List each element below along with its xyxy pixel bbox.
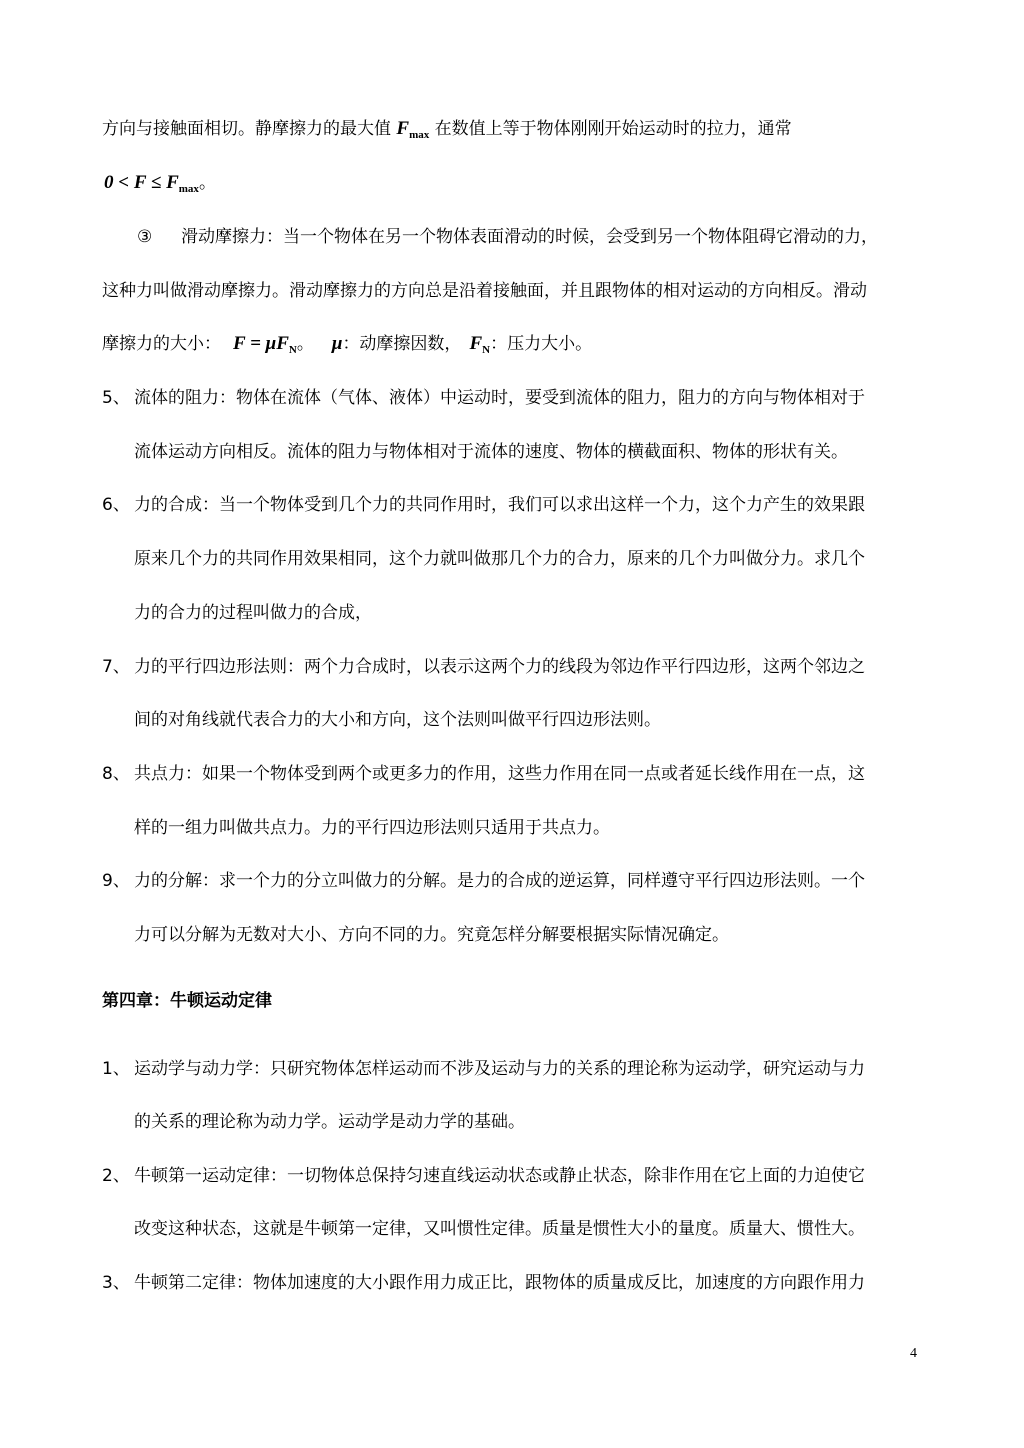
formula-friction: [233, 333, 297, 354]
list-item-continuation: [134, 1111, 525, 1133]
symbol-fn: [469, 333, 490, 354]
formula-inequality: [104, 172, 199, 193]
text-segment: 。: [296, 334, 314, 354]
item-text: 力的合成：当一个物体受到几个力的共同作用时，我们可以求出这样一个力，这个力产生的效果跟: [134, 495, 865, 515]
item-text: 样的一组力叫做共点力。力的平行四边形法则只适用于共点力。: [134, 818, 610, 838]
list-item-continuation: [134, 1218, 865, 1240]
list-item: [102, 1272, 865, 1294]
chapter-heading: 第四章：牛顿运动定律: [102, 991, 272, 1011]
text-segment: ：动摩擦因数，: [342, 334, 462, 354]
formula-subscript: max: [178, 183, 199, 195]
formula-symbol: F: [469, 333, 483, 354]
circled-number: ③: [137, 227, 153, 247]
formula-subscript: N: [482, 344, 491, 356]
formula-fmax: [396, 118, 429, 139]
item-text: 流体的阻力：物体在流体（气体、液体）中运动时，要受到流体的阻力，阻力的方向与物体相对于: [134, 388, 865, 408]
item-text: 力的合力的过程叫做力的合成，: [134, 603, 372, 623]
list-item: [102, 1058, 865, 1080]
item-number: 8、: [102, 764, 130, 784]
item-number: 2、: [102, 1166, 130, 1186]
item-text: 力的分解：求一个力的分立叫做力的分解。是力的合成的逆运算，同样遵守平行四边形法则。一个: [134, 871, 865, 891]
formula-expression: F = μF: [233, 333, 289, 354]
list-item-continuation: [134, 924, 729, 946]
item-text: 力可以分解为无数对大小、方向不同的力。究竟怎样分解要根据实际情况确定。: [134, 925, 729, 945]
item-number: 6、: [102, 495, 130, 515]
item-number: 9、: [102, 871, 130, 891]
list-item: [102, 1165, 865, 1187]
text-line: [102, 118, 792, 140]
formula-symbol: F: [396, 118, 410, 139]
formula-expression: 0 < F ≤ F: [104, 172, 179, 193]
formula-line: [104, 172, 216, 194]
text-segment: 在数值上等于物体刚刚开始运动时的拉力，通常: [429, 119, 792, 139]
item-text: 原来几个力的共同作用效果相同，这个力就叫做那几个力的合力，原来的几个力叫做分力。求几个: [134, 549, 865, 569]
item-number: 5、: [102, 388, 130, 408]
list-item-continuation: [134, 441, 848, 463]
item-number: 1、: [102, 1059, 130, 1079]
text-line: [102, 333, 592, 355]
formula-subscript: N: [288, 344, 297, 356]
item-text: 力的平行四边形法则：两个力合成时，以表示这两个力的线段为邻边作平行四边形，这两个邻边之: [134, 657, 865, 677]
list-item-continuation: [134, 548, 865, 570]
list-item: [102, 494, 865, 516]
list-item-continuation: [134, 817, 610, 839]
text-segment: 滑动摩擦力：当一个物体在另一个物体表面滑动的时候，会受到另一个物体阻碍它滑动的力，: [181, 227, 878, 247]
item-text: 共点力：如果一个物体受到两个或更多力的作用，这些力作用在同一点或者延长线作用在一点，这: [134, 764, 865, 784]
list-item: [102, 763, 865, 785]
formula-subscript: max: [409, 129, 430, 141]
item-text: 的关系的理论称为动力学。运动学是动力学的基础。: [134, 1112, 525, 1132]
page-number: 4: [910, 1346, 917, 1361]
item-text: 牛顿第二定律：物体加速度的大小跟作用力成正比，跟物体的质量成反比，加速度的方向跟作用力: [134, 1273, 865, 1293]
list-item-continuation: [134, 709, 661, 731]
text-segment: 。: [198, 173, 216, 193]
text-segment: 方向与接触面相切。静摩擦力的最大值: [102, 119, 397, 139]
text-segment: 摩擦力的大小：: [102, 334, 221, 354]
text-line: [137, 226, 878, 248]
item-text: 牛顿第一运动定律：一切物体总保持匀速直线运动状态或静止状态，除非作用在它上面的力迫使它: [134, 1166, 865, 1186]
item-text: 间的对角线就代表合力的大小和方向，这个法则叫做平行四边形法则。: [134, 710, 661, 730]
list-item-continuation: [134, 602, 372, 624]
item-text: 改变这种状态，这就是牛顿第一定律，又叫惯性定律。质量是惯性大小的量度。质量大、惯性大。: [134, 1219, 865, 1239]
text-segment: 这种力叫做滑动摩擦力。滑动摩擦力的方向总是沿着接触面，并且跟物体的相对运动的方向相反。滑动: [102, 281, 867, 301]
list-item: [102, 387, 865, 409]
text-line: [102, 280, 867, 302]
item-text: 流体运动方向相反。流体的阻力与物体相对于流体的速度、物体的横截面积、物体的形状有关。: [134, 442, 848, 462]
list-item: [102, 656, 865, 678]
item-text: 运动学与动力学：只研究物体怎样运动而不涉及运动与力的关系的理论称为运动学，研究运动与力: [134, 1059, 865, 1079]
item-number: 3、: [102, 1273, 130, 1293]
list-item: [102, 870, 865, 892]
text-segment: ：压力大小。: [490, 334, 593, 354]
symbol-mu: μ: [331, 333, 343, 354]
item-number: 7、: [102, 657, 130, 677]
